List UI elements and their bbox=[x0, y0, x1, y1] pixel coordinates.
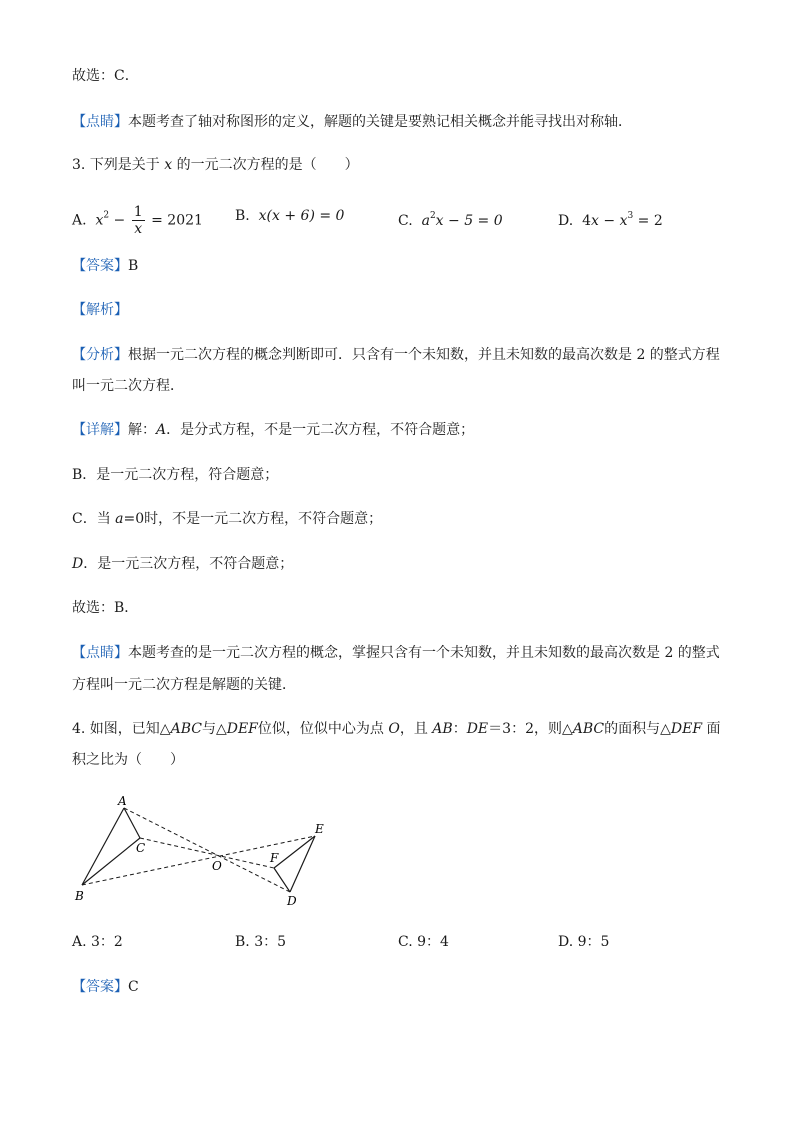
q4-option-b: B. 3：5 bbox=[235, 934, 287, 950]
q3-option-c: C. $a^2x - 5 = 0$ bbox=[398, 211, 503, 229]
answer-tag: 【答案】 bbox=[72, 258, 128, 274]
answer2-line: 【答案】C bbox=[72, 979, 139, 995]
label-A: A bbox=[118, 794, 127, 808]
segment-AB bbox=[82, 808, 124, 885]
label-E: E bbox=[315, 822, 324, 836]
question-4-line-2: 积之比为（ ） bbox=[72, 752, 184, 768]
detail-b-line: B．是一元二次方程，符合题意； bbox=[72, 467, 279, 483]
detail-c-line: C．当 a=0时，不是一元二次方程，不符合题意； bbox=[72, 511, 383, 527]
q4-option-a: A. 3：2 bbox=[72, 934, 123, 950]
label-B: B bbox=[75, 889, 84, 903]
q4-option-c: C. 9：4 bbox=[398, 934, 449, 950]
q3-option-d: D. $4x - x^3 = 2$ bbox=[558, 211, 663, 229]
dashed-CF bbox=[140, 838, 274, 868]
comment2-line-2: 方程叫一元二次方程是解题的关键． bbox=[72, 677, 296, 693]
question-3: 3. 下列是关于 x 的一元二次方程的是（ ） bbox=[72, 157, 359, 173]
segment-ED bbox=[290, 836, 315, 892]
label-D: D bbox=[287, 894, 297, 908]
q3-option-a: A. $x^2$ − $\frac{1}{x}$ = 2021 bbox=[72, 204, 203, 237]
label-O: O bbox=[212, 859, 222, 873]
q4-option-d: D. 9：5 bbox=[558, 934, 610, 950]
fenxi-line-1: 【分析】根据一元二次方程的概念判断即可．只含有一个未知数，并且未知数的最高次数是 2 的整式方程 bbox=[72, 347, 720, 363]
comment-tag: 【点睛】 bbox=[72, 114, 128, 130]
fenxi-line-2: 叫一元二次方程． bbox=[72, 378, 184, 394]
comment-line: 【点睛】本题考查了轴对称图形的定义，解题的关键是要熟记相关概念并能寻找出对称轴． bbox=[72, 114, 632, 130]
dashed-AD bbox=[124, 808, 290, 892]
q3-option-b: B. x(x + 6) = 0 bbox=[235, 208, 345, 224]
homothety-figure bbox=[70, 790, 340, 910]
conclusion-line: 故选：C． bbox=[72, 68, 139, 84]
analysis-header: 【解析】 bbox=[72, 302, 128, 318]
detail-d-line: D．是一元三次方程，不符合题意； bbox=[72, 556, 294, 572]
question-4-line-1: 4. 如图，已知△ABC与△DEF位似，位似中心为点 O，且 AB：DE＝3：2，则△ABC的面积与△DEF 面 bbox=[72, 721, 721, 737]
label-F: F bbox=[270, 851, 279, 865]
choose-b-line: 故选：B． bbox=[72, 600, 139, 616]
label-C: C bbox=[136, 841, 146, 855]
answer-line: 【答案】B bbox=[72, 258, 139, 274]
segment-CB bbox=[82, 838, 140, 885]
comment2-line-1: 【点睛】本题考查的是一元二次方程的概念，掌握只含有一个未知数，并且未知数的最高次数是 2 的整式 bbox=[72, 645, 720, 661]
detail-line: 【详解】解：A．是分式方程，不是一元二次方程，不符合题意； bbox=[72, 422, 475, 438]
